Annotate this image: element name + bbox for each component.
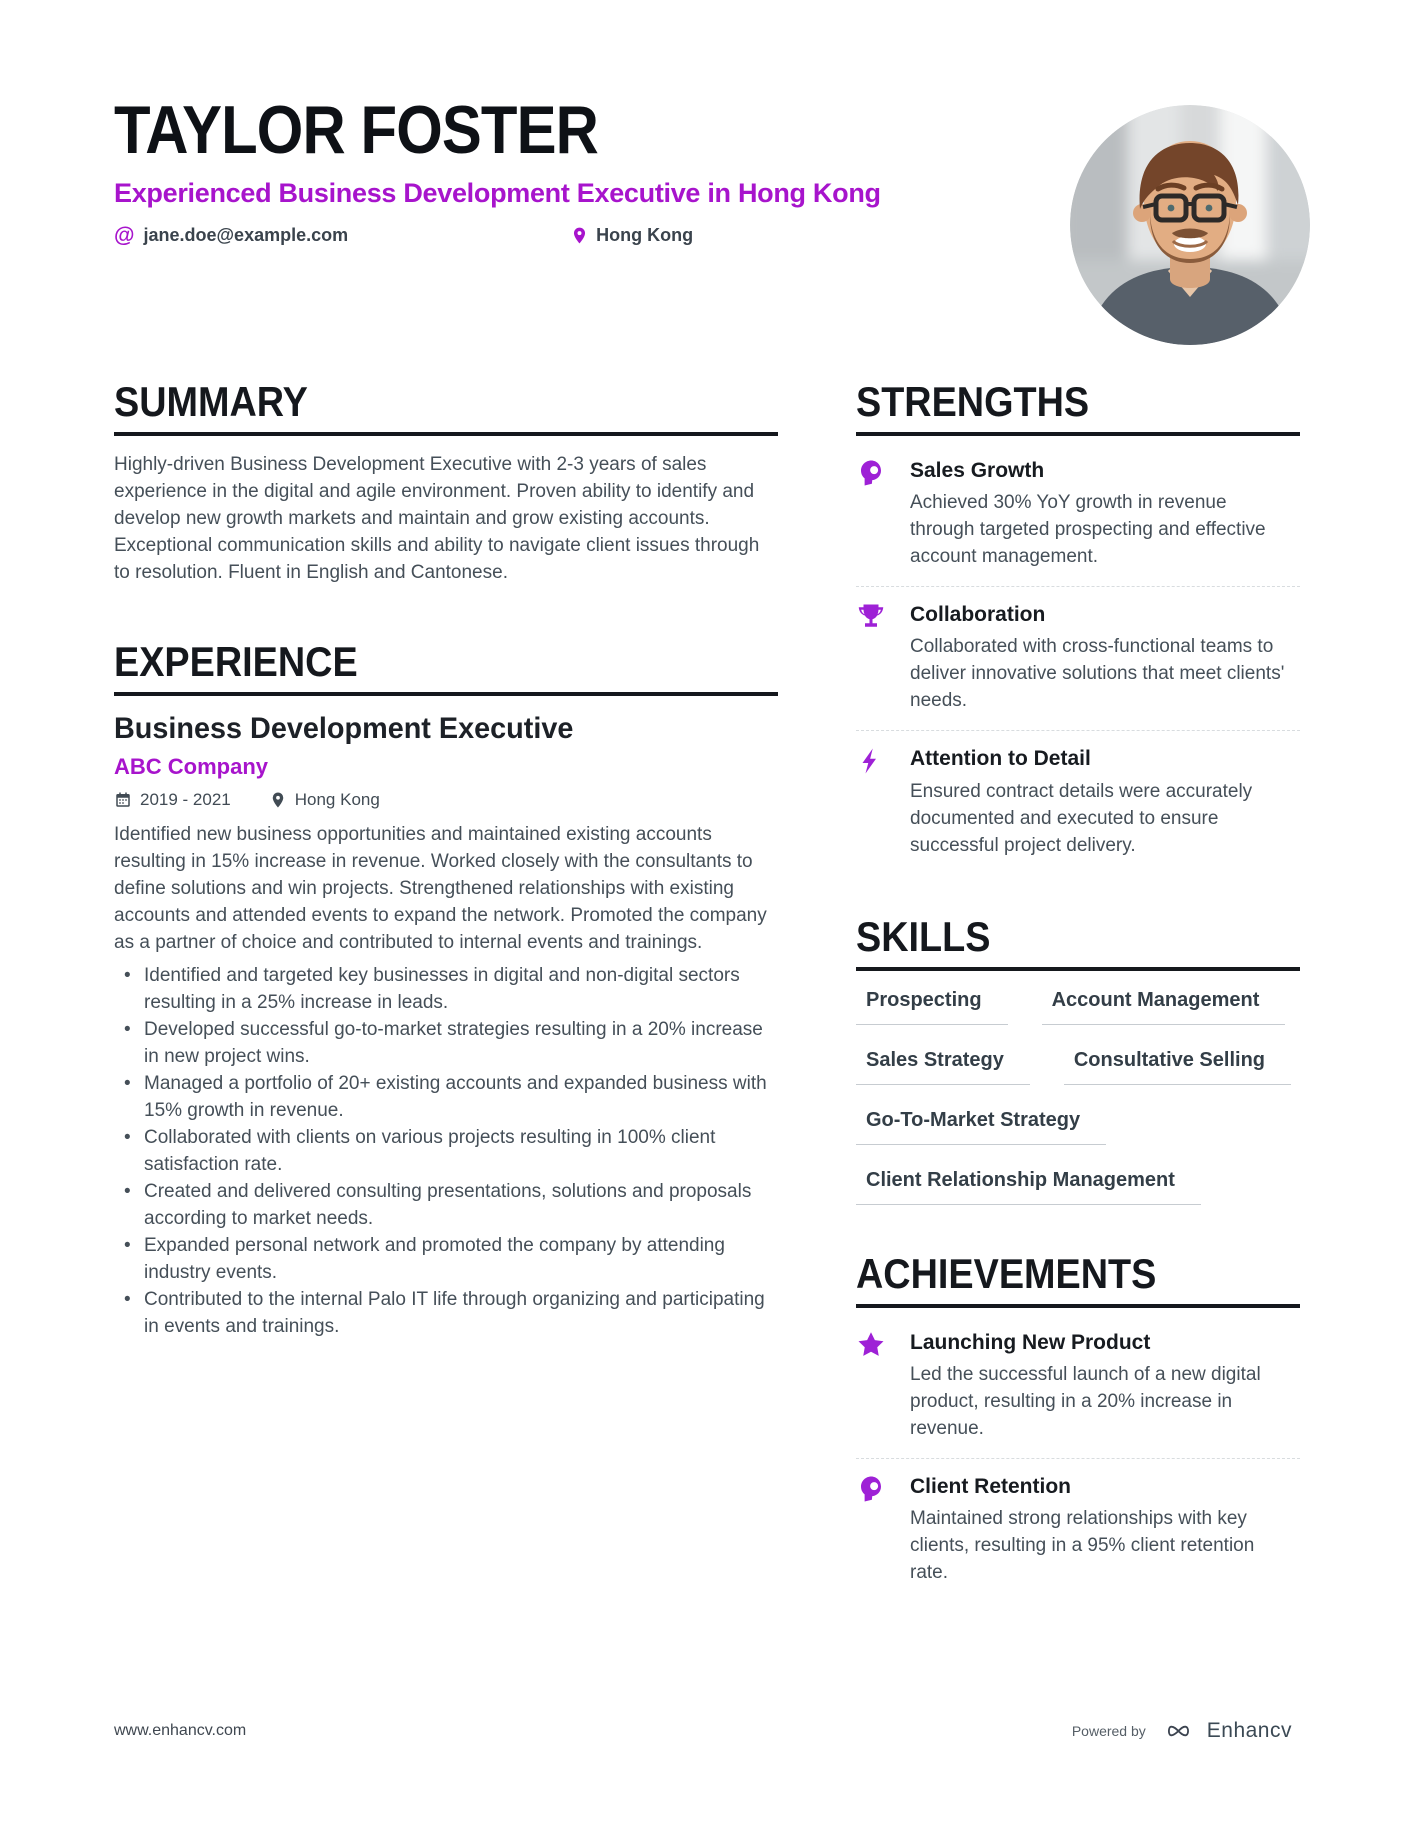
section-rule bbox=[856, 1304, 1300, 1308]
skills-heading: SKILLS bbox=[856, 912, 991, 960]
summary-heading-block bbox=[114, 378, 778, 436]
location-item bbox=[570, 225, 693, 246]
email-link[interactable] bbox=[114, 225, 348, 246]
left-column bbox=[114, 378, 778, 1587]
achievement-item bbox=[856, 1474, 1300, 1587]
resume-header bbox=[0, 0, 1410, 246]
strength-item bbox=[856, 746, 1300, 859]
page-footer bbox=[114, 1718, 1292, 1744]
lightning-icon bbox=[856, 746, 886, 776]
right-column bbox=[856, 378, 1300, 1587]
section-rule bbox=[114, 432, 778, 436]
job-title: Business Development Executive bbox=[114, 711, 574, 745]
job-dates-item bbox=[114, 790, 231, 810]
bullet-item: • Identified and targeted key businesses in digital and non-digital sectors resulting in a 25% increase in leads. bbox=[114, 963, 778, 1017]
powered-by-label: Powered by bbox=[1071, 1723, 1146, 1739]
achievements-list bbox=[856, 1330, 1300, 1587]
dashed-divider bbox=[856, 586, 1300, 587]
job-company: ABC Company bbox=[114, 754, 269, 780]
bullet-item: • Developed successful go-to-market strategies resulting in a 20% increase in new project wins. bbox=[114, 1017, 778, 1071]
summary-heading: SUMMARY bbox=[114, 378, 308, 426]
enhancv-logo-icon bbox=[1162, 1718, 1198, 1744]
bullet-item: • Contributed to the internal Palo IT life through organizing and participating in events and trainings. bbox=[114, 1287, 778, 1341]
content-columns bbox=[0, 378, 1410, 1587]
location-text: Hong Kong bbox=[596, 225, 694, 246]
strength-text: Ensured contract details were accurately documented and executed to ensure successful project delivery. bbox=[910, 780, 1253, 856]
skill-item: Go-To-Market Strategy bbox=[856, 1109, 1106, 1145]
strength-item bbox=[856, 458, 1300, 571]
strengths-section bbox=[856, 378, 1300, 859]
avatar bbox=[1070, 105, 1310, 345]
strength-text: Achieved 30% YoY growth in revenue through targeted prospecting and effective account management. bbox=[910, 492, 1266, 568]
summary-section bbox=[114, 378, 778, 587]
skill-item: Consultative Selling bbox=[1064, 1049, 1291, 1085]
head-gear-icon bbox=[856, 1474, 886, 1504]
location-pin-icon bbox=[269, 791, 287, 809]
section-rule bbox=[114, 692, 778, 696]
skill-item: Client Relationship Management bbox=[856, 1169, 1201, 1205]
experience-heading-block bbox=[114, 637, 778, 696]
achievements-section bbox=[856, 1249, 1300, 1587]
job-entry bbox=[114, 712, 778, 1341]
strengths-heading-block bbox=[856, 378, 1300, 436]
strengths-list bbox=[856, 458, 1300, 859]
powered-by-group bbox=[1072, 1718, 1292, 1744]
bullet-item: • Expanded personal network and promoted the company by attending industry events. bbox=[114, 1233, 778, 1287]
strength-item bbox=[856, 602, 1300, 715]
head-gear-icon bbox=[856, 458, 886, 488]
brand-wordmark: Enhancv bbox=[1206, 1719, 1292, 1742]
strength-text: Collaborated with cross-functional teams to deliver innovative solutions that meet clients' needs. bbox=[910, 636, 1285, 712]
strengths-heading: STRENGTHS bbox=[856, 378, 1090, 426]
experience-heading: EXPERIENCE bbox=[114, 637, 358, 685]
bullet-item: • Collaborated with clients on various projects resulting in 100% client satisfaction rate. bbox=[114, 1125, 778, 1179]
website-link[interactable]: www.enhancv.com bbox=[114, 1722, 247, 1739]
star-icon bbox=[856, 1330, 886, 1360]
achievement-text: Led the successful launch of a new digital product, resulting in a 20% increase in revenue. bbox=[910, 1363, 1261, 1439]
achievements-heading: ACHIEVEMENTS bbox=[856, 1249, 1157, 1297]
section-rule bbox=[856, 432, 1300, 436]
job-bullet-list bbox=[114, 963, 778, 1341]
job-description: Identified new business opportunities and maintained existing accounts resulting in 15% increase in revenue. Worked closely with the consultants to define solutions and win projects. Strengthened relationships with existing accounts and attended events to expand the network. Promoted the company as a partner of choice and contributed to internal events and trainings. bbox=[114, 824, 767, 954]
skill-list bbox=[856, 989, 1300, 1205]
job-dates: 2019 - 2021 bbox=[140, 790, 231, 810]
achievement-title: Client Retention bbox=[910, 1474, 1071, 1498]
skills-heading-block bbox=[856, 912, 1300, 971]
calendar-icon bbox=[114, 791, 132, 809]
strength-title: Attention to Detail bbox=[910, 747, 1091, 771]
achievement-item bbox=[856, 1330, 1300, 1443]
at-icon: @ bbox=[114, 224, 135, 248]
dashed-divider bbox=[856, 1458, 1300, 1459]
bullet-item: • Created and delivered consulting presentations, solutions and proposals according to market needs. bbox=[114, 1179, 778, 1233]
summary-text: Highly-driven Business Development Executive with 2-3 years of sales experience in the digital and agile environment. Proven ability to identify and develop new growth markets and maintain and grow existing accounts. Exceptional communication skills and ability to navigate client issues through to resolution. Fluent in English and Cantonese. bbox=[114, 454, 760, 583]
job-meta-row bbox=[114, 790, 778, 810]
strength-title: Sales Growth bbox=[910, 459, 1045, 483]
dashed-divider bbox=[856, 730, 1300, 731]
section-rule bbox=[856, 967, 1300, 971]
job-location: Hong Kong bbox=[294, 790, 380, 810]
strength-title: Collaboration bbox=[910, 603, 1046, 627]
candidate-name: TAYLOR FOSTER bbox=[114, 92, 598, 168]
trophy-icon bbox=[856, 602, 886, 632]
skill-item: Account Management bbox=[1042, 989, 1286, 1025]
email-text: jane.doe@example.com bbox=[143, 225, 349, 246]
skills-section bbox=[856, 912, 1300, 1205]
skill-item: Sales Strategy bbox=[856, 1049, 1030, 1085]
skill-item: Prospecting bbox=[856, 989, 1008, 1025]
achievements-heading-block bbox=[856, 1249, 1300, 1308]
bullet-item: • Managed a portfolio of 20+ existing accounts and expanded business with 15% growth in revenue. bbox=[114, 1071, 778, 1125]
achievement-title: Launching New Product bbox=[910, 1330, 1151, 1354]
achievement-text: Maintained strong relationships with key clients, resulting in a 95% client retention rate. bbox=[910, 1507, 1255, 1583]
location-pin-icon bbox=[570, 226, 589, 245]
job-location-item bbox=[269, 790, 380, 810]
avatar-portrait-illustration bbox=[1070, 105, 1310, 345]
candidate-title: Experienced Business Development Executive in Hong Kong bbox=[114, 178, 881, 208]
experience-section bbox=[114, 637, 778, 1341]
